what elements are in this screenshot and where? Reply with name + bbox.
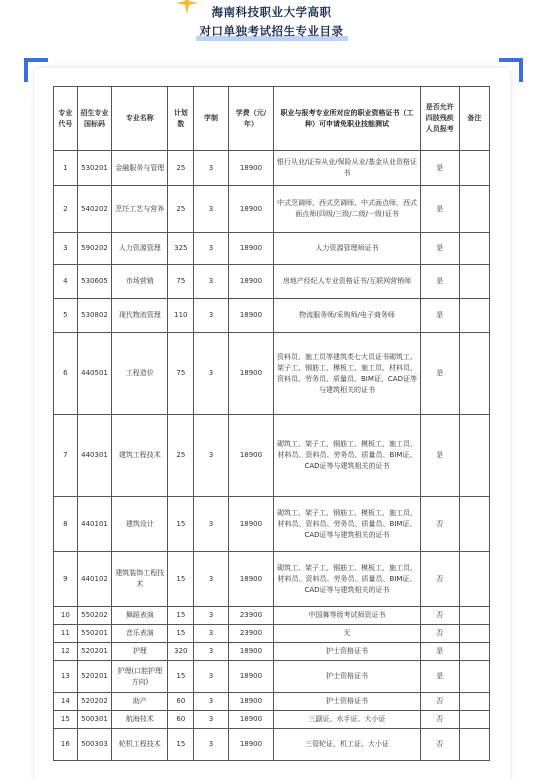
row-cert: 物流服务师/采购师/电子商务师 <box>274 299 421 333</box>
row-code: 520201 <box>77 661 112 693</box>
row-fee: 23900 <box>228 625 273 643</box>
row-code: 440301 <box>77 415 112 497</box>
row-code: 500301 <box>77 711 112 729</box>
row-plan: 15 <box>168 607 194 625</box>
row-allow: 是 <box>420 643 459 661</box>
row-fee: 18900 <box>228 729 273 761</box>
table-row <box>54 265 490 299</box>
table-row <box>54 233 490 265</box>
row-cert: 人力资源管理师证书 <box>274 233 421 265</box>
row-code: 530802 <box>77 299 112 333</box>
table-row <box>54 661 490 693</box>
row-plan: 15 <box>168 497 194 552</box>
row-name: 护理 <box>112 643 168 661</box>
row-plan: 110 <box>168 299 194 333</box>
row-plan: 25 <box>168 415 194 497</box>
row-name: 助产 <box>112 693 168 711</box>
row-fee: 18900 <box>228 333 273 415</box>
row-id: 11 <box>54 625 78 643</box>
row-allow: 否 <box>420 552 459 607</box>
row-code: 440101 <box>77 497 112 552</box>
row-allow: 否 <box>420 497 459 552</box>
row-allow: 是 <box>420 415 459 497</box>
row-cert: 中国舞等级考试师资证书 <box>274 607 421 625</box>
row-years: 3 <box>194 265 229 299</box>
row-note <box>459 186 489 233</box>
row-cert: 护士资格证书 <box>274 661 421 693</box>
row-plan: 25 <box>168 186 194 233</box>
row-cert: 砌筑工、架子工、钢筋工、模板工、施工员、材料员、资料员、劳务员、质量员、BIM证、CAD证等与建筑相关的证书 <box>274 497 421 552</box>
row-code: 540202 <box>77 186 112 233</box>
row-allow: 是 <box>420 661 459 693</box>
row-name: 音乐表演 <box>112 625 168 643</box>
row-name: 建筑工程技术 <box>112 415 168 497</box>
row-id: 5 <box>54 299 78 333</box>
row-note <box>459 265 489 299</box>
row-name: 工程造价 <box>112 333 168 415</box>
row-years: 3 <box>194 693 229 711</box>
row-years: 3 <box>194 233 229 265</box>
col-header: 计划数 <box>168 87 194 151</box>
row-note <box>459 497 489 552</box>
col-header: 专业代号 <box>54 87 78 151</box>
row-name: 舞蹈表演 <box>112 607 168 625</box>
row-code: 520201 <box>77 643 112 661</box>
row-allow: 是 <box>420 265 459 299</box>
row-code: 530201 <box>77 151 112 186</box>
row-plan: 320 <box>168 643 194 661</box>
row-fee: 18900 <box>228 151 273 186</box>
row-code: 440102 <box>77 552 112 607</box>
col-header: 学费（元/年） <box>228 87 273 151</box>
row-plan: 75 <box>168 265 194 299</box>
row-note <box>459 151 489 186</box>
row-plan: 15 <box>168 661 194 693</box>
row-cert: 中式烹调师、西式烹调师、中式面点师、西式面点师(四级/三级/二级/一级)证书 <box>274 186 421 233</box>
row-note <box>459 661 489 693</box>
table-row <box>54 711 490 729</box>
row-allow: 是 <box>420 186 459 233</box>
row-id: 10 <box>54 607 78 625</box>
row-plan: 60 <box>168 711 194 729</box>
row-id: 8 <box>54 497 78 552</box>
row-plan: 15 <box>168 625 194 643</box>
row-id: 2 <box>54 186 78 233</box>
row-note <box>459 415 489 497</box>
row-fee: 18900 <box>228 661 273 693</box>
table-row <box>54 186 490 233</box>
col-header: 学制 <box>194 87 229 151</box>
row-plan: 15 <box>168 729 194 761</box>
row-code: 550201 <box>77 625 112 643</box>
row-code: 500303 <box>77 729 112 761</box>
row-years: 3 <box>194 729 229 761</box>
table-header-row <box>54 87 490 151</box>
row-fee: 18900 <box>228 415 273 497</box>
row-name: 金融服务与管理 <box>112 151 168 186</box>
row-allow: 是 <box>420 333 459 415</box>
table-row <box>54 151 490 186</box>
row-id: 1 <box>54 151 78 186</box>
table-row <box>54 643 490 661</box>
row-note <box>459 729 489 761</box>
frame-corner-top-right <box>499 58 523 82</box>
row-note <box>459 711 489 729</box>
row-allow: 是 <box>420 299 459 333</box>
page-title: 海南科技职业大学高职 <box>211 5 332 19</box>
col-header: 备注 <box>459 87 489 151</box>
row-cert: 砌筑工、架子工、钢筋工、模板工、施工员、材料员、资料员、劳务员、质量员、BIM证、CAD证等与建筑相关的证书 <box>274 552 421 607</box>
row-years: 3 <box>194 643 229 661</box>
row-name: 轮机工程技术 <box>112 729 168 761</box>
row-cert: 银行从业/证券从业/保险从业/基金从业资格证书 <box>274 151 421 186</box>
row-fee: 18900 <box>228 711 273 729</box>
col-header: 招生专业国标码 <box>77 87 112 151</box>
row-id: 12 <box>54 643 78 661</box>
col-header: 专业名称 <box>112 87 168 151</box>
table-row <box>54 299 490 333</box>
row-name: 建筑设计 <box>112 497 168 552</box>
row-name: 航海技术 <box>112 711 168 729</box>
row-allow: 否 <box>420 693 459 711</box>
table-row <box>54 333 490 415</box>
row-id: 9 <box>54 552 78 607</box>
row-fee: 18900 <box>228 693 273 711</box>
row-fee: 18900 <box>228 265 273 299</box>
row-years: 3 <box>194 415 229 497</box>
frame-corner-top-left <box>24 58 48 82</box>
row-years: 3 <box>194 607 229 625</box>
row-cert: 无 <box>274 625 421 643</box>
row-id: 4 <box>54 265 78 299</box>
row-code: 530605 <box>77 265 112 299</box>
table-row <box>54 552 490 607</box>
row-id: 3 <box>54 233 78 265</box>
row-name: 护理(口腔护理方向) <box>112 661 168 693</box>
row-code: 440501 <box>77 333 112 415</box>
row-allow: 否 <box>420 607 459 625</box>
row-id: 16 <box>54 729 78 761</box>
row-fee: 18900 <box>228 299 273 333</box>
row-name: 现代物流管理 <box>112 299 168 333</box>
row-fee: 18900 <box>228 552 273 607</box>
row-allow: 是 <box>420 151 459 186</box>
table-row <box>54 625 490 643</box>
row-name: 人力资源管理 <box>112 233 168 265</box>
row-plan: 25 <box>168 151 194 186</box>
row-years: 3 <box>194 151 229 186</box>
row-note <box>459 693 489 711</box>
row-cert: 三副证、水手证、大小证 <box>274 711 421 729</box>
row-years: 3 <box>194 711 229 729</box>
row-allow: 否 <box>420 711 459 729</box>
row-note <box>459 333 489 415</box>
row-years: 3 <box>194 299 229 333</box>
table-row <box>54 415 490 497</box>
row-id: 6 <box>54 333 78 415</box>
row-fee: 18900 <box>228 233 273 265</box>
major-catalog-table <box>53 86 490 761</box>
row-note <box>459 552 489 607</box>
table-row <box>54 497 490 552</box>
row-name: 市场营销 <box>112 265 168 299</box>
row-note <box>459 643 489 661</box>
row-code: 590202 <box>77 233 112 265</box>
row-fee: 23900 <box>228 607 273 625</box>
row-years: 3 <box>194 661 229 693</box>
row-plan: 60 <box>168 693 194 711</box>
row-note <box>459 299 489 333</box>
row-id: 7 <box>54 415 78 497</box>
row-id: 15 <box>54 711 78 729</box>
col-header: 职业与报考专业所对应的职业资格证书（工种）可申请免职业技能测试 <box>274 87 421 151</box>
row-allow: 是 <box>420 233 459 265</box>
row-allow: 否 <box>420 625 459 643</box>
row-years: 3 <box>194 497 229 552</box>
row-id: 14 <box>54 693 78 711</box>
row-plan: 15 <box>168 552 194 607</box>
row-name: 烹饪工艺与营养 <box>112 186 168 233</box>
row-plan: 75 <box>168 333 194 415</box>
table-row <box>54 729 490 761</box>
row-note <box>459 607 489 625</box>
row-note <box>459 625 489 643</box>
row-cert: 护士资格证书 <box>274 643 421 661</box>
row-fee: 18900 <box>228 497 273 552</box>
row-plan: 325 <box>168 233 194 265</box>
table-row <box>54 607 490 625</box>
table-row <box>54 693 490 711</box>
row-fee: 18900 <box>228 643 273 661</box>
row-years: 3 <box>194 333 229 415</box>
row-id: 13 <box>54 661 78 693</box>
row-years: 3 <box>194 625 229 643</box>
row-code: 550202 <box>77 607 112 625</box>
row-name: 建筑装饰工程技术 <box>112 552 168 607</box>
row-allow: 否 <box>420 729 459 761</box>
col-header: 是否允许四肢残疾人员报考 <box>420 87 459 151</box>
row-cert: 资料员、施工员等建筑类七大员证书砌筑工、架子工、钢筋工、模板工、施工员、材料员、资料员、劳务员、质量员、BIM证、CAD证等与建筑相关的证书 <box>274 333 421 415</box>
row-note <box>459 233 489 265</box>
row-cert: 砌筑工、架子工、钢筋工、模板工、施工员、材料员、资料员、劳务员、质量员、BIM证、CAD证等与建筑相关的证书 <box>274 415 421 497</box>
row-years: 3 <box>194 186 229 233</box>
row-code: 520202 <box>77 693 112 711</box>
row-years: 3 <box>194 552 229 607</box>
row-cert: 房地产经纪人专业资格证书/互联网营销师 <box>274 265 421 299</box>
page-subtitle: 对口单独考试招生专业目录 <box>0 23 543 39</box>
row-cert: 护士资格证书 <box>274 693 421 711</box>
row-cert: 三管轮证、机工证、大小证 <box>274 729 421 761</box>
row-fee: 18900 <box>228 186 273 233</box>
